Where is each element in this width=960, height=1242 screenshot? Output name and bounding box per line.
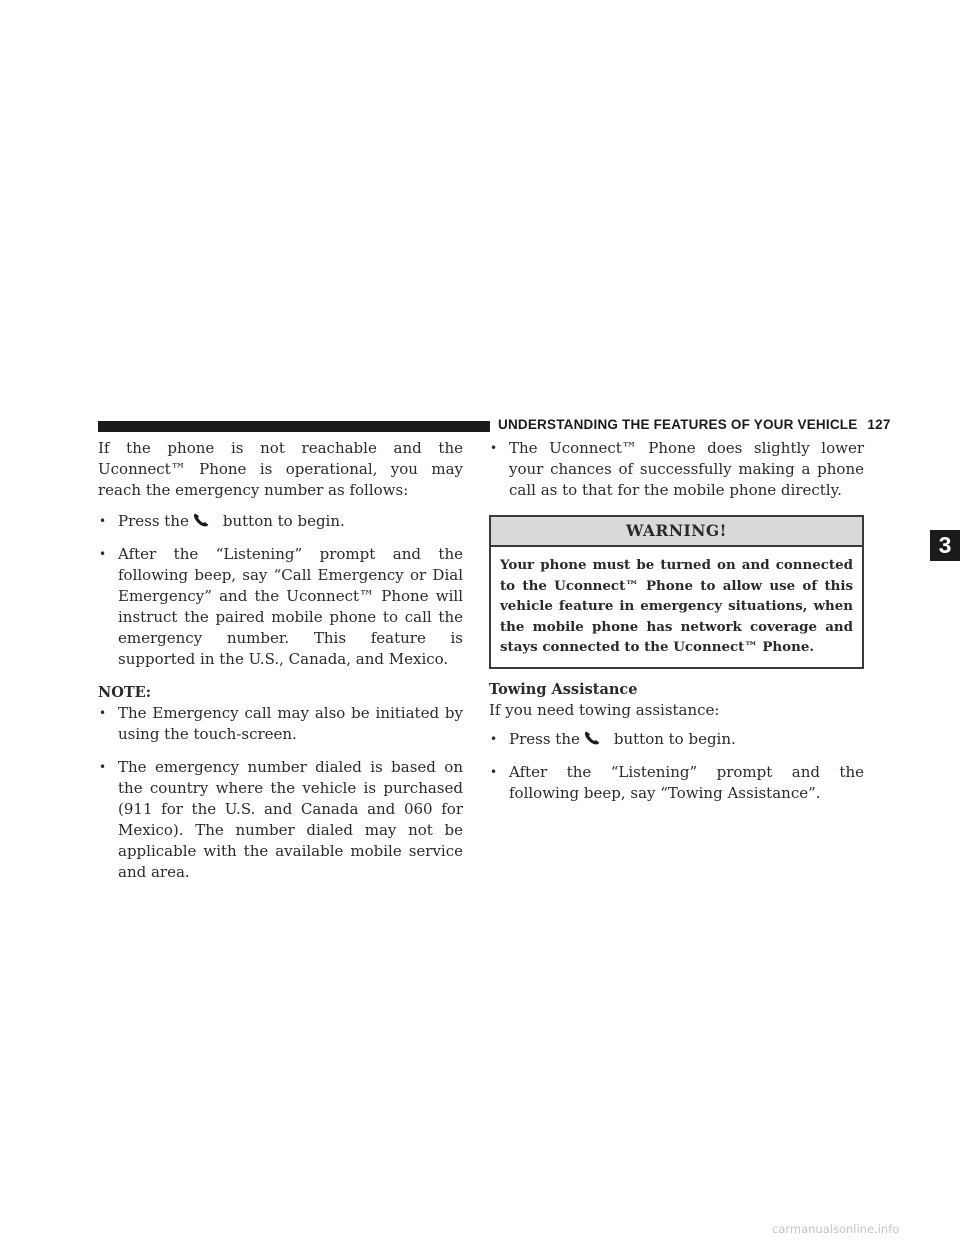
left-column <box>98 438 463 883</box>
bullet: • <box>490 764 498 779</box>
header-title: UNDERSTANDING THE FEATURES OF YOUR VEHICLE <box>498 417 858 432</box>
step-text-after: button to begin. <box>613 729 736 748</box>
step-text-before: Press the <box>509 729 580 748</box>
bullet-text: The Uconnect™ Phone does slightly lower your chances of successfully making a phone call as to that for the mobile phone directly. <box>509 439 864 499</box>
emergency-steps-list <box>98 511 463 670</box>
list-item <box>98 511 463 532</box>
list-item <box>98 757 463 883</box>
step-text: After the “Listening” prompt and the following beep, say “Towing Assistance”. <box>509 762 864 802</box>
list-item <box>98 703 463 745</box>
step-text: After the “Listening” prompt and the following beep, say “Call Emergency or Dial Emergency” and the Uconnect™ Phone will instruct the paired mobile phone to call the emergency number. This feature is supported in the U.S., Canada, and Mexico. <box>118 545 463 668</box>
list-item <box>98 544 463 670</box>
bullet: • <box>490 441 498 455</box>
bullet: • <box>99 760 107 774</box>
step-text-before: Press the <box>118 512 189 530</box>
note-heading: NOTE: <box>98 684 152 701</box>
list-item <box>489 438 864 501</box>
note-list <box>98 703 463 883</box>
bullet: • <box>99 706 107 720</box>
note-text: The Emergency call may also be initiated by using the touch-screen. <box>118 704 463 743</box>
right-column <box>489 438 864 804</box>
intro-paragraph: If the phone is not reachable and the Uconnect™ Phone is operational, you may reach the emergency number as follows: <box>98 439 463 499</box>
step-text-after: button to begin. <box>222 512 345 530</box>
chapter-tab <box>930 530 960 561</box>
right-top-list <box>489 438 864 501</box>
bullet: • <box>99 547 107 561</box>
bullet: • <box>490 731 498 746</box>
list-item <box>489 762 864 804</box>
warning-box <box>489 515 864 669</box>
phone-handset-icon <box>191 512 215 528</box>
page-number: 127 <box>867 417 891 432</box>
bullet: • <box>99 514 107 528</box>
header-rule <box>98 421 490 432</box>
chapter-number: 3 <box>938 532 952 558</box>
warning-text: Your phone must be turned on and connected to the Uconnect™ Phone to allow use of this vehicle feature in emergency situations, when the mobile phone has network coverage and stays connected to the Uconnect™ Phone. <box>500 557 853 655</box>
running-header <box>498 417 891 435</box>
towing-heading: Towing Assistance <box>489 680 638 698</box>
towing-steps-list <box>489 729 864 804</box>
note-text: The emergency number dialed is based on the country where the vehicle is purchased (911 for the U.S. and Canada and 060 for Mexico). The number dialed may not be applicable with the available mobile service and area. <box>118 758 463 881</box>
warning-title: WARNING! <box>491 517 862 547</box>
towing-intro: If you need towing assistance: <box>489 700 720 719</box>
watermark-text: carmanualsonline.info <box>772 1222 900 1236</box>
phone-handset-icon <box>582 730 606 746</box>
list-item <box>489 729 864 750</box>
